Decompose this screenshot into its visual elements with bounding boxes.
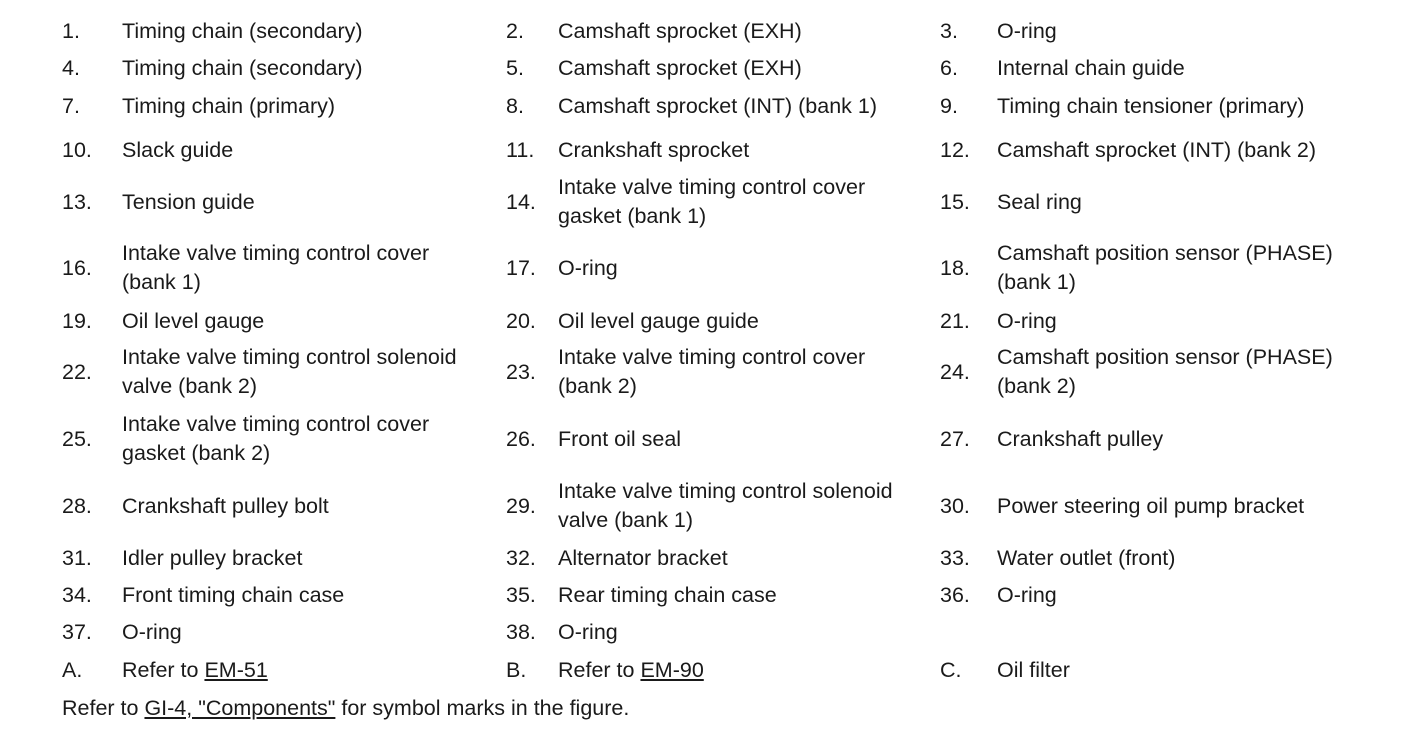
item-number: 14.: [506, 189, 536, 214]
refer-prefix: Refer to: [122, 657, 205, 682]
item-number: 38.: [506, 619, 536, 644]
item-number: 24.: [940, 359, 970, 384]
item-number: C.: [940, 657, 962, 682]
item-label: Alternator bracket: [558, 545, 728, 570]
item-label: Timing chain tensioner (primary): [997, 93, 1305, 118]
item-number: 23.: [506, 359, 536, 384]
item-label: gasket (bank 2): [122, 441, 271, 465]
item-number: 36.: [940, 582, 970, 607]
item-label: Timing chain (primary): [122, 93, 336, 118]
item-number: 16.: [62, 255, 92, 280]
refer-prefix: Refer to: [558, 657, 641, 682]
item-number: A.: [62, 657, 83, 682]
item-label: Camshaft sprocket (EXH): [558, 55, 802, 80]
item-number: 29.: [506, 493, 536, 518]
footer-note: [62, 694, 629, 723]
item-label: Intake valve timing control cover: [122, 412, 430, 436]
item-label: Intake valve timing control cover: [558, 175, 866, 199]
item-number: 4.: [62, 55, 80, 80]
item-label: Front timing chain case: [122, 582, 345, 607]
footer-suffix: for symbol marks in the figure.: [335, 696, 630, 720]
item-label: (bank 1): [997, 270, 1076, 294]
reference-link[interactable]: EM-51: [204, 657, 268, 682]
item-number: 31.: [62, 545, 92, 570]
item-number: 28.: [62, 493, 92, 518]
item-number: 33.: [940, 545, 970, 570]
item-number: 20.: [506, 308, 536, 333]
item-reference: [122, 656, 268, 685]
footer-prefix: Refer to: [62, 696, 145, 720]
item-label: (bank 2): [997, 374, 1076, 398]
item-number: 9.: [940, 93, 958, 118]
item-label: Intake valve timing control solenoid: [558, 479, 893, 503]
item-label: O-ring: [997, 18, 1057, 43]
item-number: 8.: [506, 93, 524, 118]
item-label: Crankshaft pulley bolt: [122, 493, 329, 518]
item-label: O-ring: [558, 619, 618, 644]
item-number: 17.: [506, 255, 536, 280]
item-label: Camshaft position sensor (PHASE): [997, 241, 1333, 265]
item-label: Power steering oil pump bracket: [997, 493, 1305, 518]
item-label: valve (bank 2): [122, 374, 258, 398]
item-label: Timing chain (secondary): [122, 18, 363, 43]
item-number: 30.: [940, 493, 970, 518]
item-label: Camshaft sprocket (EXH): [558, 18, 802, 43]
gi-4-components-link[interactable]: GI-4, "Components": [144, 696, 336, 720]
item-label: Camshaft sprocket (INT) (bank 2): [997, 137, 1317, 162]
item-label: Timing chain (secondary): [122, 55, 363, 80]
item-number: 21.: [940, 308, 970, 333]
item-number: 7.: [62, 93, 80, 118]
item-label: Crankshaft sprocket: [558, 137, 750, 162]
item-label: Intake valve timing control solenoid: [122, 345, 457, 369]
item-label: valve (bank 1): [558, 508, 694, 532]
item-number: 15.: [940, 189, 970, 214]
item-number: 6.: [940, 55, 958, 80]
item-label: Intake valve timing control cover: [122, 241, 430, 265]
item-label: gasket (bank 1): [558, 204, 707, 228]
item-label: Camshaft position sensor (PHASE): [997, 345, 1333, 369]
item-label: (bank 1): [122, 270, 201, 294]
item-label: (bank 2): [558, 374, 637, 398]
item-number: 10.: [62, 137, 92, 162]
item-number: 37.: [62, 619, 92, 644]
item-number: 26.: [506, 426, 536, 451]
item-reference: [558, 656, 704, 685]
item-number: 27.: [940, 426, 970, 451]
item-number: 35.: [506, 582, 536, 607]
item-number: 22.: [62, 359, 92, 384]
item-label: Front oil seal: [558, 426, 682, 451]
item-label: Oil level gauge: [122, 308, 265, 333]
item-label: Crankshaft pulley: [997, 426, 1164, 451]
item-label: O-ring: [997, 582, 1057, 607]
item-label: Internal chain guide: [997, 55, 1185, 80]
item-number: 3.: [940, 18, 958, 43]
item-label: Idler pulley bracket: [122, 545, 303, 570]
item-label: Water outlet (front): [997, 545, 1176, 570]
item-label: O-ring: [997, 308, 1057, 333]
item-number: 32.: [506, 545, 536, 570]
item-number: 34.: [62, 582, 92, 607]
item-number: B.: [506, 657, 527, 682]
item-number: 12.: [940, 137, 970, 162]
item-number: 18.: [940, 255, 970, 280]
item-number: 1.: [62, 18, 80, 43]
item-label: Intake valve timing control cover: [558, 345, 866, 369]
item-number: 19.: [62, 308, 92, 333]
item-label: Oil filter: [997, 657, 1070, 682]
item-label: Slack guide: [122, 137, 234, 162]
item-number: 5.: [506, 55, 524, 80]
item-label: Oil level gauge guide: [558, 308, 759, 333]
item-label: Camshaft sprocket (INT) (bank 1): [558, 93, 878, 118]
item-label: Seal ring: [997, 189, 1082, 214]
item-number: 11.: [506, 137, 535, 162]
item-number: 13.: [62, 189, 92, 214]
item-label: Rear timing chain case: [558, 582, 777, 607]
item-label: Tension guide: [122, 189, 255, 214]
item-label: O-ring: [558, 255, 618, 280]
reference-link[interactable]: EM-90: [640, 657, 704, 682]
item-label: O-ring: [122, 619, 182, 644]
item-number: 2.: [506, 18, 524, 43]
item-number: 25.: [62, 426, 92, 451]
